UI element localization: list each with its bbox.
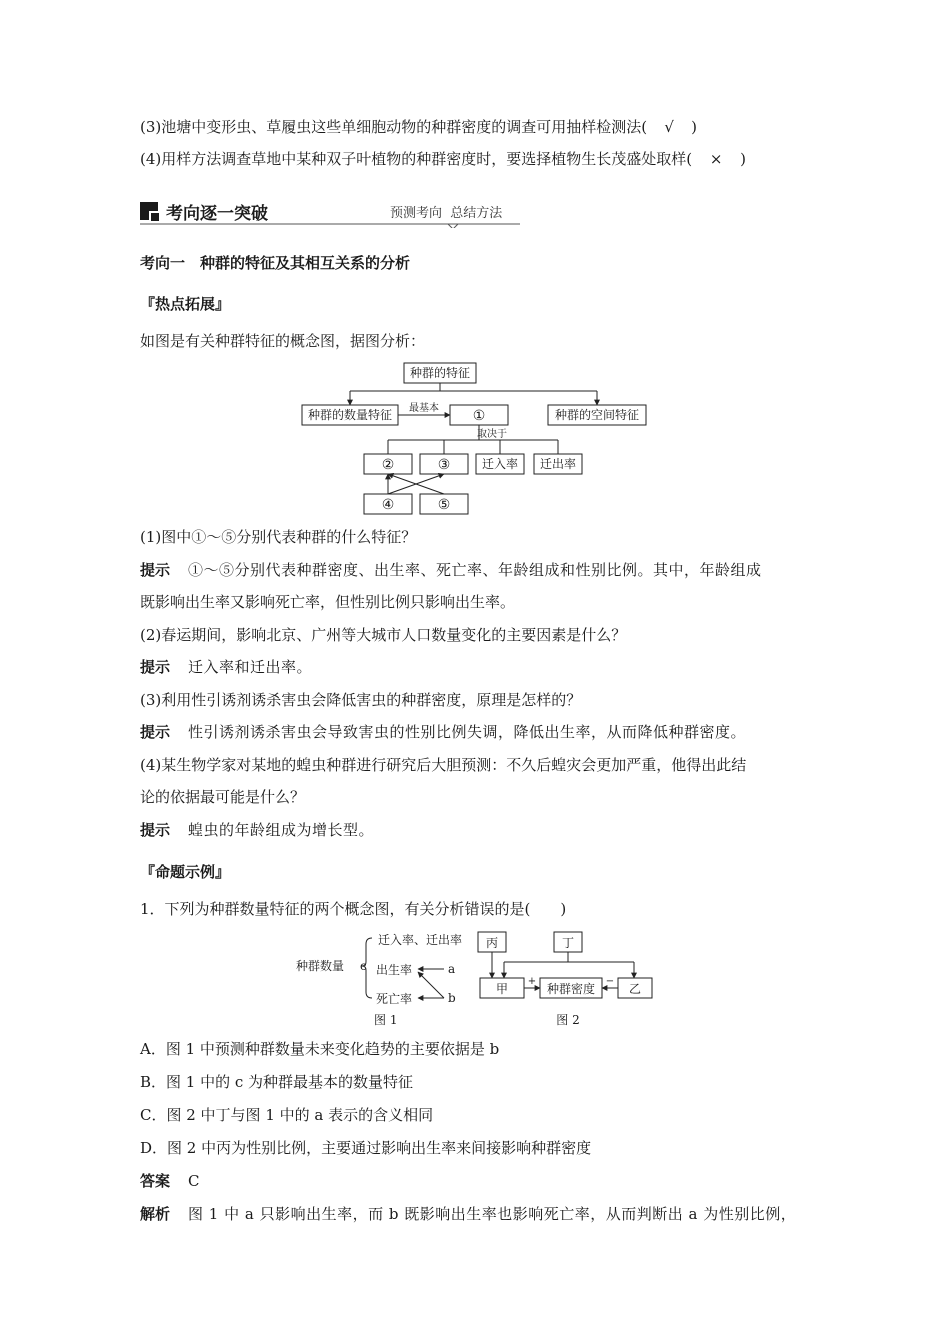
option-b: B．图 1 中的 c 为种群最基本的数量特征 [140, 1073, 414, 1091]
answer-line [140, 1170, 200, 1192]
question-2: (2)春运期间，影响北京、广州等大城市人口数量变化的主要因素是什么？ [140, 626, 627, 644]
check-mark: √ [664, 118, 674, 136]
right-bracket-icon: 』 [215, 295, 231, 313]
example-heading [140, 861, 230, 882]
hint-label: 提示 [140, 658, 171, 676]
n5-label: ⑤ [437, 497, 451, 513]
emigration-label: 迁出率 [539, 457, 577, 471]
hint-1-line-1: ①～⑤分别代表种群密度、出生率、死亡率、年龄组成和性别比例。其中，年龄组成 [188, 561, 762, 579]
fig1-birth-label: 出生率 [376, 963, 413, 977]
fig1-b-label: b [448, 991, 456, 1005]
section-heading [140, 198, 520, 228]
statement-4-close: ) [740, 150, 746, 168]
n2-label: ② [381, 457, 395, 473]
analysis-label: 解析 [140, 1205, 171, 1223]
hint-label: 提示 [140, 821, 171, 839]
section-title: 考向逐一突破 [166, 204, 268, 224]
hint-4-line-1: 蝗虫的年龄组成为增长型。 [188, 821, 375, 839]
figure-2 [474, 928, 669, 1028]
option-d: D．图 2 中丙为性别比例，主要通过影响出生率来间接影响种群密度 [140, 1139, 592, 1157]
statement-3-close: ) [691, 118, 697, 136]
statement-3 [140, 116, 697, 138]
quantity-label: 种群的数量特征 [307, 408, 393, 422]
n4-label: ④ [381, 497, 395, 513]
ding-label: 丁 [561, 936, 575, 950]
hot-topic-title: 热点拓展 [155, 295, 216, 313]
fig2-caption: 图 2 [556, 1013, 580, 1027]
intro-text: 如图是有关种群特征的概念图，据图分析： [140, 332, 426, 350]
answer-value: C [188, 1172, 200, 1190]
option-c: C．图 2 中丁与图 1 中的 a 表示的含义相同 [140, 1106, 434, 1124]
section-subtitle: 预测考向 总结方法 [390, 206, 503, 221]
left-bracket-icon: 『 [140, 295, 156, 313]
topic-title: 考向一 种群的特征及其相互关系的分析 [140, 254, 411, 272]
cross-mark: × [709, 150, 723, 168]
hint-2-line-1: 迁入率和迁出率。 [188, 658, 313, 676]
hint-3-line-1: 性引诱剂诱杀害虫会导致害虫的性别比例失调，降低出生率，从而降低种群密度。 [188, 723, 747, 741]
question-1: (1)图中①～⑤分别代表种群的什么特征？ [140, 528, 417, 546]
hint-1 [140, 559, 762, 581]
jia-label: 甲 [495, 982, 509, 996]
hint-label: 提示 [140, 723, 171, 741]
fig1-a-label: a [448, 962, 456, 976]
statement-4 [140, 148, 746, 170]
bing-label: 丙 [485, 936, 499, 950]
analysis-text: 图 1 中 a 只影响出生率，而 b 既影响出生率也影响死亡率，从而判断出 a 为性别比例， [188, 1205, 797, 1223]
fig1-inout-label: 迁入率、迁出率 [378, 933, 463, 947]
immigration-label: 迁入率 [481, 457, 519, 471]
minus-sign: − [605, 976, 615, 987]
root-label: 种群的特征 [409, 366, 471, 380]
figure-1 [296, 928, 471, 1028]
spatial-label: 种群的空间特征 [554, 408, 640, 422]
fig1-caption: 图 1 [374, 1013, 398, 1027]
n3-label: ③ [437, 457, 451, 473]
analysis-line [140, 1203, 796, 1225]
hint-4 [140, 819, 374, 841]
hint-1-line-2: 既影响出生率又影响死亡率，但性别比例只影响出生率。 [140, 593, 516, 611]
question-stem: 1．下列为种群数量特征的两个概念图，有关分析错误的是( ) [140, 900, 567, 918]
yi-label: 乙 [628, 982, 642, 996]
option-a: A．图 1 中预测种群数量未来变化趋势的主要依据是 b [140, 1040, 500, 1058]
statement-4-text: (4)用样方法调查草地中某种双子叶植物的种群密度时，要选择植物生长茂盛处取样( [140, 150, 693, 168]
fig1-c-label: c [360, 959, 367, 973]
hint-label: 提示 [140, 561, 171, 579]
hot-topic-heading [140, 293, 230, 314]
hint-3 [140, 721, 746, 743]
plus-sign: + [527, 976, 537, 987]
fig1-main-label: 种群数量 [296, 959, 345, 973]
concept-diagram [298, 358, 658, 520]
answer-label: 答案 [140, 1172, 171, 1190]
question-4-line-1: (4)某生物学家对某地的蝗虫种群进行研究后大胆预测：不久后蝗灾会更加严重，他得出此结 [140, 756, 747, 774]
question-3: (3)利用性引诱剂诱杀害虫会降低害虫的种群密度，原理是怎样的？ [140, 691, 582, 709]
hint-2 [140, 656, 312, 678]
fig1-death-label: 死亡率 [376, 992, 413, 1006]
question-4-line-2: 论的依据最可能是什么？ [140, 788, 306, 806]
density-label: 种群密度 [546, 982, 596, 996]
left-bracket-icon: 『 [140, 863, 156, 881]
depends-label: 取决于 [477, 429, 507, 440]
example-title: 命题示例 [155, 863, 216, 881]
n1-label: ① [472, 408, 486, 424]
statement-3-text: (3)池塘中变形虫、草履虫这些单细胞动物的种群密度的调查可用抽样检测法( [140, 118, 648, 136]
basic-label: 最基本 [409, 403, 439, 414]
right-bracket-icon: 』 [215, 863, 231, 881]
